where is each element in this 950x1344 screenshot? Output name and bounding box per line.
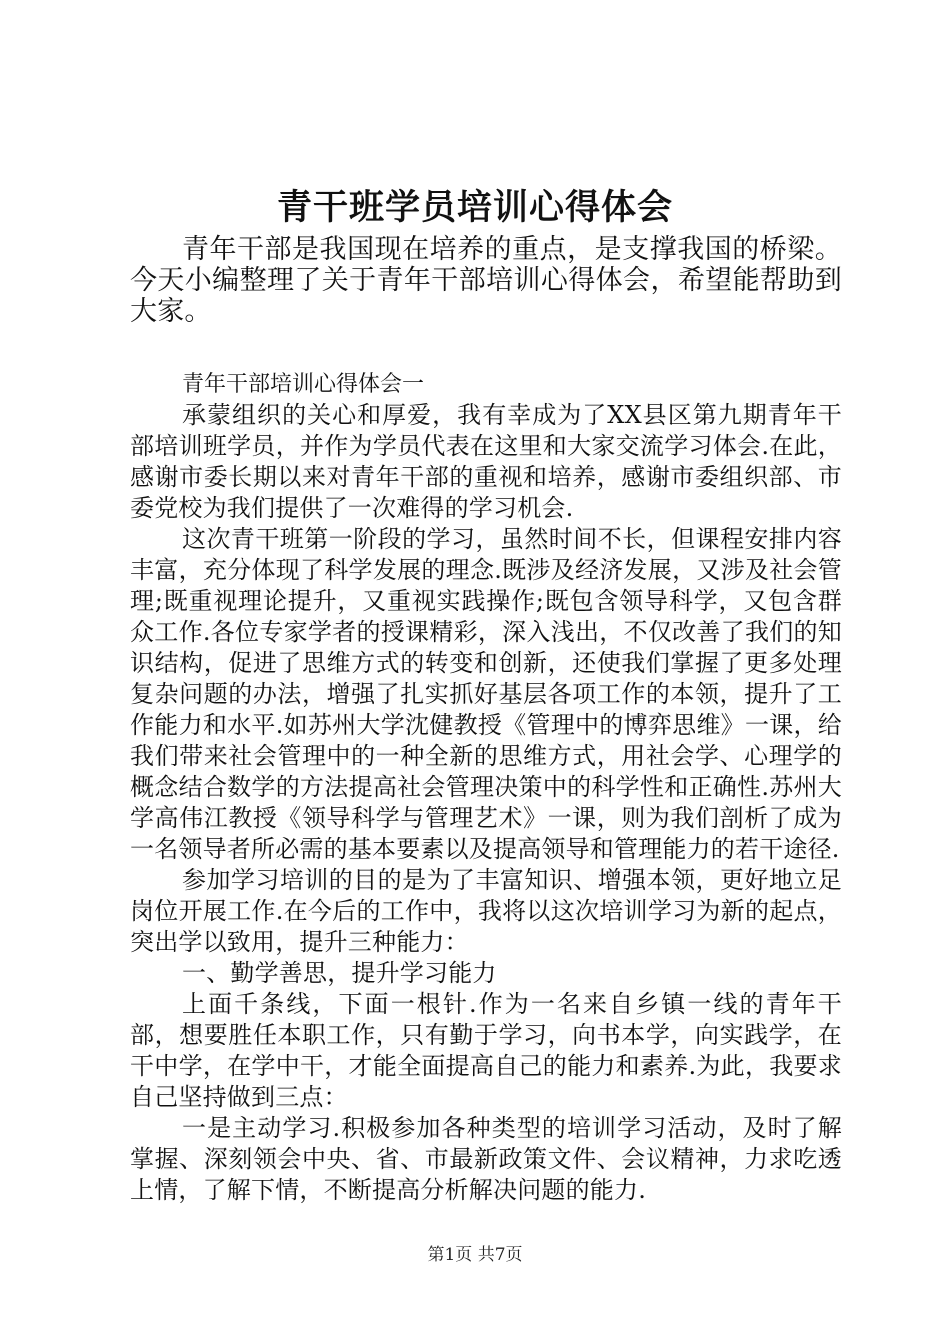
body-paragraph-3: 参加学习培训的目的是为了丰富知识、增强本领，更好地立足岗位开展工作.在今后的工作中，我将以这次培训学习为新的起点，突出学以致用，提升三种能力： (130, 866, 842, 956)
body-paragraph-2: 这次青干班第一阶段的学习，虽然时间不长，但课程安排内容丰富，充分体现了科学发展的理念.既涉及经济发展，又涉及社会管理;既重视理论提升，又重视实践操作;既包含领导科学，又包含群众工作.各位专家学者的授课精彩，深入浅出，不仅改善了我们的知识结构，促进了思维方式的转变和创新，还使我们掌握了更多处理复杂问题的办法，增强了扎实抓好基层各项工作的本领，提升了工作能力和水平.如苏州大学沈健教授《管理中的博弈思维》一课，给我们带来社会管理中的一种全新的思维方式，用社会学、心理学的概念结合数学的方法提高社会管理决策中的科学性和正确性.苏州大学高伟江教授《领导科学与管理艺术》一课，则为我们剖析了成为一名领导者所必需的基本要素以及提高领导和管理能力的若干途径. (130, 525, 842, 863)
subheading-1: 一、勤学善思，提升学习能力 (182, 959, 497, 987)
body-paragraph-5: 一是主动学习.积极参加各种类型的培训学习活动，及时了解掌握、深刻领会中央、省、市最新政策文件、会议精神，力求吃透上情，了解下情，不断提高分析解决问题的能力. (130, 1114, 842, 1204)
intro-paragraph: 青年干部是我国现在培养的重点，是支撑我国的桥梁。今天小编整理了关于青年干部培训心得体会，希望能帮助到大家。 (130, 234, 842, 327)
section-heading: 青年干部培训心得体会一 (182, 372, 425, 397)
document-title: 青干班学员培训心得体会 (276, 187, 673, 228)
document-body (130, 234, 842, 1206)
paragraph-spacer (130, 327, 842, 369)
page-footer: 第1页 共7页 (427, 1245, 523, 1265)
body-paragraph-1: 承蒙组织的关心和厚爱，我有幸成为了XX县区第九期青年干部培训班学员，并作为学员代表在这里和大家交流学习体会.在此，感谢市委长期以来对青年干部的重视和培养，感谢市委组织部、市委党校为我们提供了一次难得的学习机会. (130, 401, 842, 522)
body-paragraph-4: 上面千条线，下面一根针.作为一名来自乡镇一线的青年干部，想要胜任本职工作，只有勤于学习，向书本学，向实践学，在干中学，在学中干，才能全面提高自己的能力和素养.为此，我要求自己坚持做到三点： (130, 990, 842, 1111)
